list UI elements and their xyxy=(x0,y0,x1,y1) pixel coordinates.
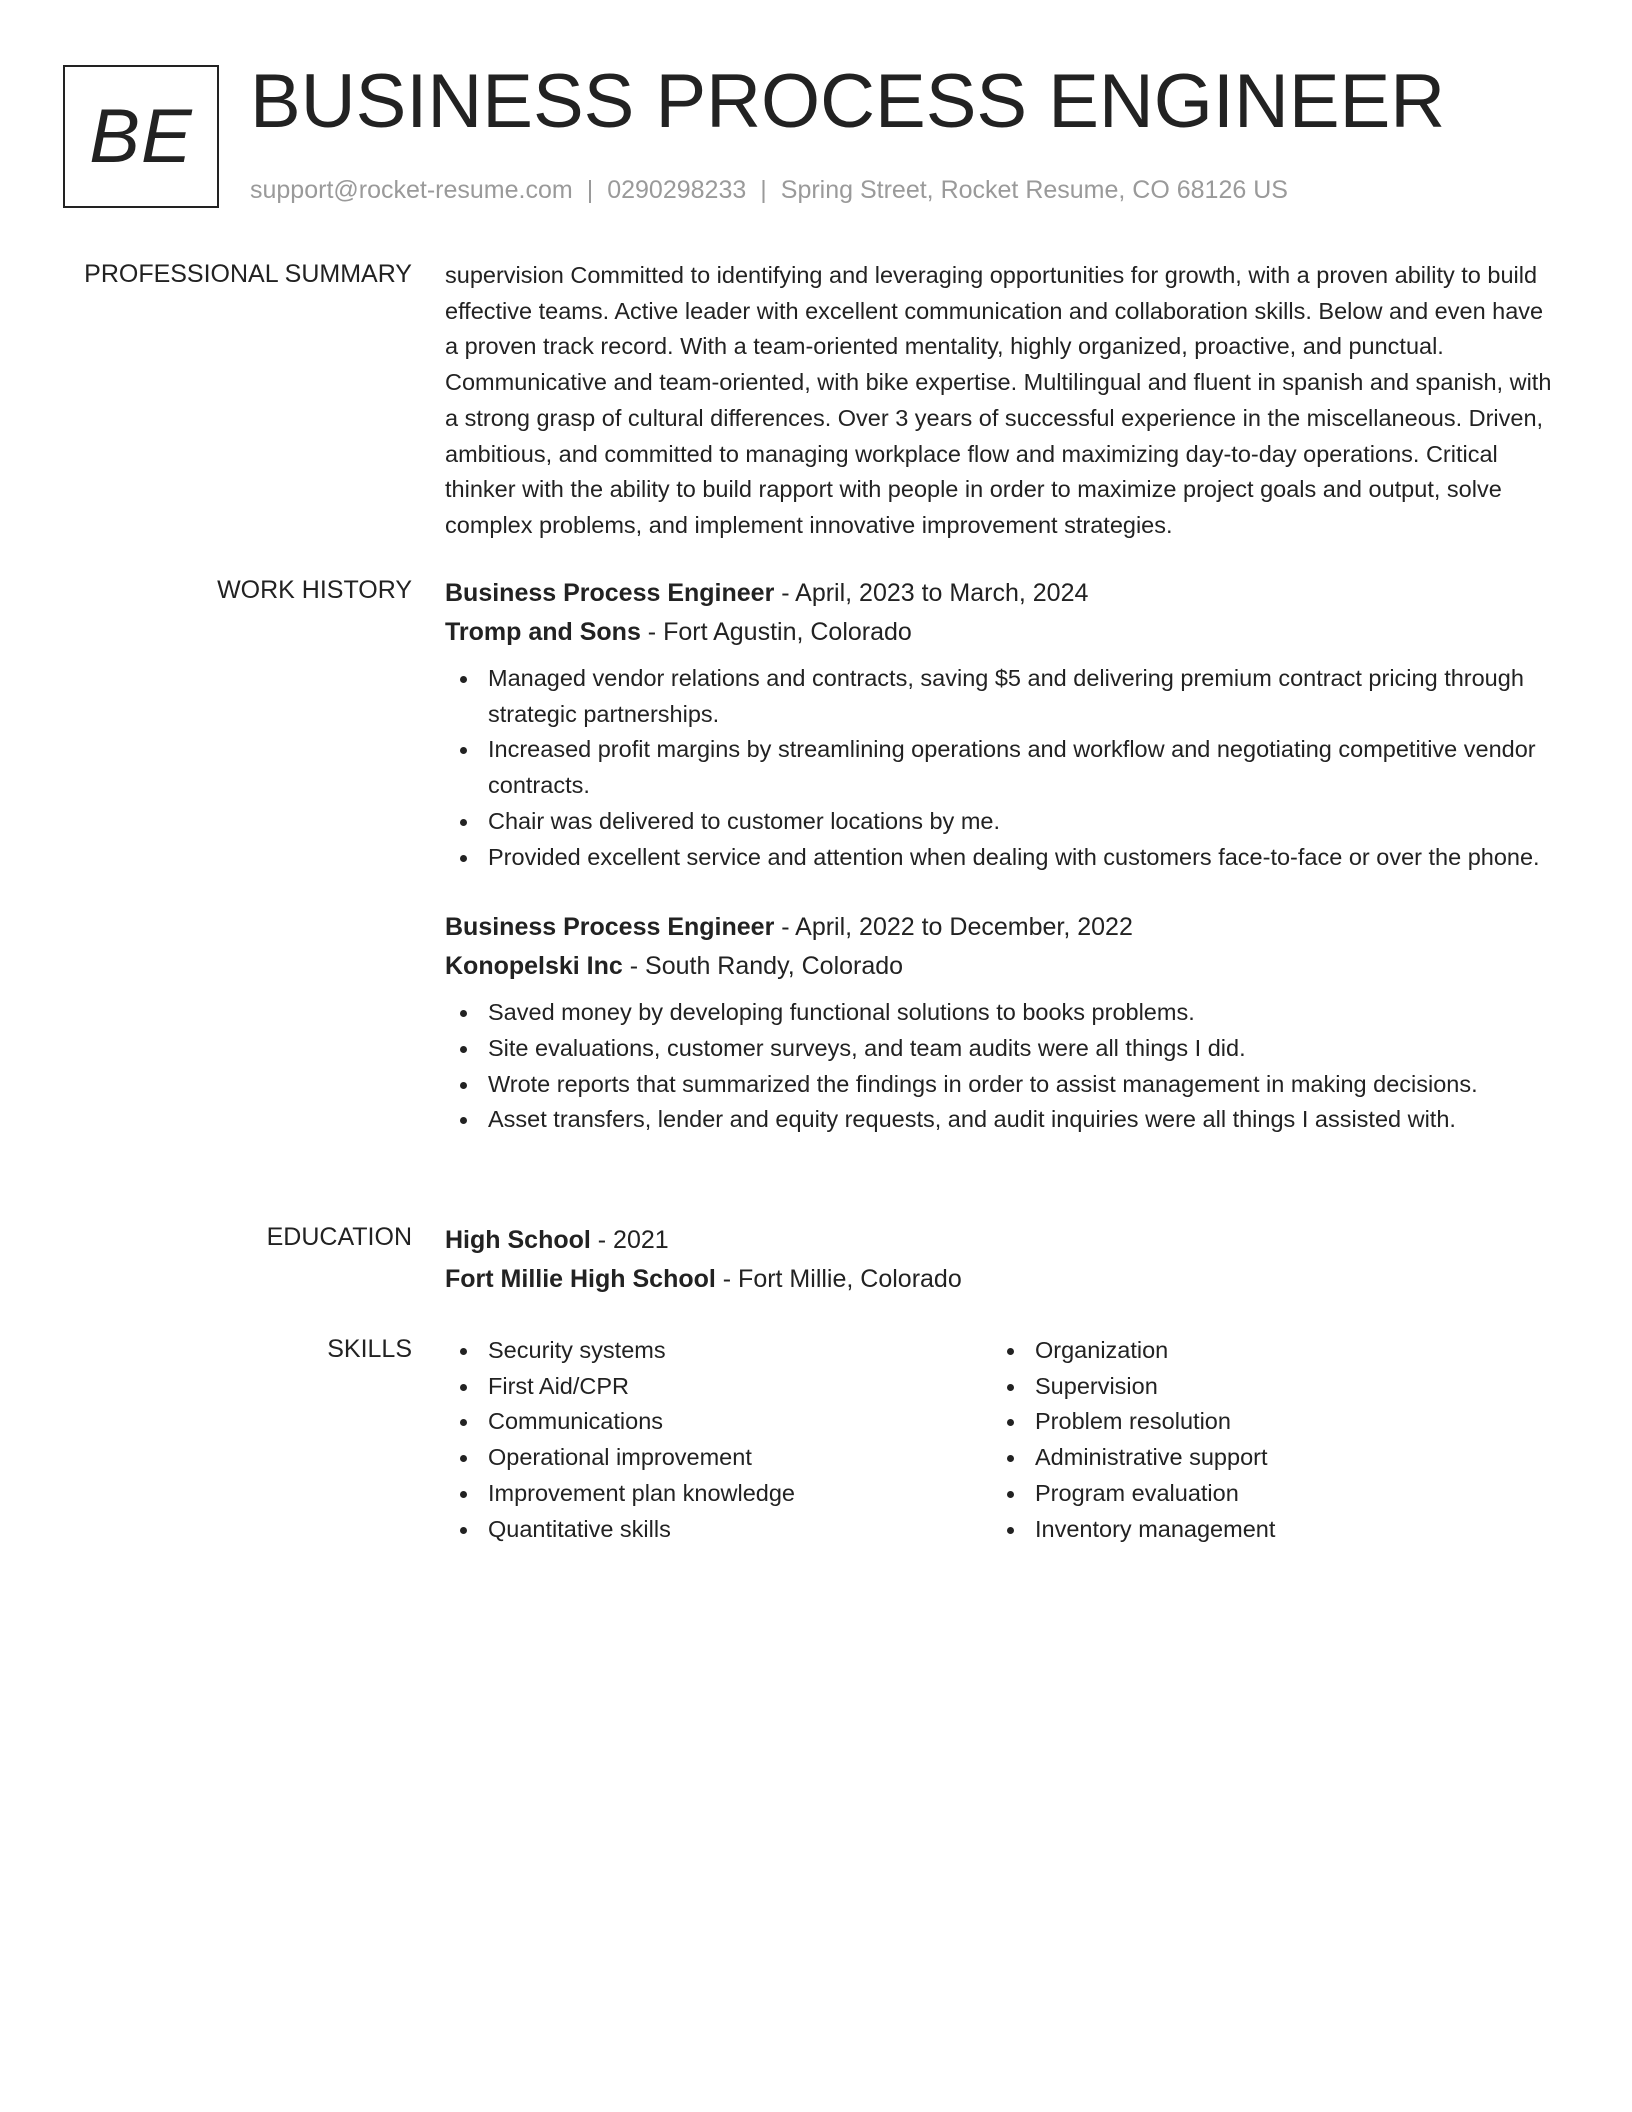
education-year: - 2021 xyxy=(590,1226,669,1254)
job-location: - South Randy, Colorado xyxy=(622,952,904,981)
skill-item: Administrative support xyxy=(992,1440,1539,1476)
skills-column-left xyxy=(445,1333,992,1547)
skill-item: Improvement plan knowledge xyxy=(445,1476,992,1512)
section-label-work-history: WORK HISTORY xyxy=(217,576,412,604)
job-dates: - April, 2022 to December, 2022 xyxy=(774,913,1133,942)
skill-item: Program evaluation xyxy=(992,1476,1539,1512)
work-history-body xyxy=(445,574,1560,1138)
job-bullets xyxy=(445,995,1560,1138)
monogram-box xyxy=(63,65,219,208)
job-title-line xyxy=(445,908,1560,947)
job-title: Business Process Engineer xyxy=(445,579,775,607)
skills-list-right xyxy=(992,1333,1539,1547)
job-entry xyxy=(445,574,1560,875)
job-bullet: Saved money by developing functional solutions to books problems. xyxy=(445,995,1560,1031)
skill-item: Quantitative skills xyxy=(445,1512,992,1548)
summary-body xyxy=(445,258,1560,544)
job-company-line xyxy=(445,947,1560,986)
contact-address: Spring Street, Rocket Resume, CO 68126 US xyxy=(780,176,1288,204)
education-body xyxy=(445,1221,1560,1299)
skills-column-right xyxy=(992,1333,1539,1547)
skills-list-left xyxy=(445,1333,992,1547)
contact-separator: | xyxy=(760,176,767,204)
monogram-initials: BE xyxy=(89,94,193,179)
job-dates: - April, 2023 to March, 2024 xyxy=(774,579,1089,607)
skills-columns xyxy=(445,1333,1560,1547)
job-company: Tromp and Sons xyxy=(445,618,641,646)
skill-item: Communications xyxy=(445,1404,992,1440)
skill-item: Supervision xyxy=(992,1369,1539,1405)
job-title: Business Process Engineer xyxy=(445,913,775,942)
job-company-line xyxy=(445,613,1560,652)
job-title-line xyxy=(445,574,1560,613)
education-degree: High School xyxy=(445,1226,591,1254)
section-label-skills: SKILLS xyxy=(327,1335,412,1363)
job-entry xyxy=(445,908,1560,1138)
section-label-summary: PROFESSIONAL SUMMARY xyxy=(84,260,412,288)
job-bullet: Asset transfers, lender and equity requests, and audit inquiries were all things I assisted with. xyxy=(445,1102,1560,1138)
job-bullet: Managed vendor relations and contracts, saving $5 and delivering premium contract pricing through strategic partnerships. xyxy=(445,661,1560,732)
resume-title: BUSINESS PROCESS ENGINEER xyxy=(250,59,1446,144)
education-degree-line xyxy=(445,1221,1560,1260)
summary-text: supervision Committed to identifying and leveraging opportunities for growth, with a proven ability to build effective teams. Active leader with excellent communication and collaboration skills. Below and even have a proven track record. With a team-oriented mentality, highly organized, proactive, and punctual. Communicative and team-oriented, with bike expertise. Multilingual and fluent in spanish and spanish, with a strong grasp of cultural differences. Over 3 years of successful experience in the miscellaneous. Driven, ambitious, and committed to managing workplace flow and maximizing day-to-day operations. Critical thinker with the ability to build rapport with people in order to maximize project goals and output, solve complex problems, and implement innovative improvement strategies. xyxy=(445,262,1552,538)
education-school: Fort Millie High School xyxy=(445,1265,716,1293)
skill-item: First Aid/CPR xyxy=(445,1369,992,1405)
job-bullet: Wrote reports that summarized the findings in order to assist management in making decisions. xyxy=(445,1067,1560,1103)
job-bullet: Site evaluations, customer surveys, and team audits were all things I did. xyxy=(445,1031,1560,1067)
contact-phone: 0290298233 xyxy=(607,176,747,204)
skill-item: Inventory management xyxy=(992,1512,1539,1548)
job-company: Konopelski Inc xyxy=(445,952,623,981)
skill-item: Operational improvement xyxy=(445,1440,992,1476)
job-bullet: Increased profit margins by streamlining operations and workflow and negotiating competitive vendor contracts. xyxy=(445,732,1560,803)
education-location: - Fort Millie, Colorado xyxy=(715,1265,962,1293)
skills-body xyxy=(445,1333,1560,1547)
job-location: - Fort Agustin, Colorado xyxy=(640,618,912,646)
contact-separator: | xyxy=(586,176,594,204)
contact-line xyxy=(250,174,1288,207)
skill-item: Organization xyxy=(992,1333,1539,1369)
job-bullet: Chair was delivered to customer locations by me. xyxy=(445,804,1560,840)
section-label-education: EDUCATION xyxy=(266,1223,412,1251)
job-bullet: Provided excellent service and attention when dealing with customers face-to-face or over the phone. xyxy=(445,840,1560,876)
skill-item: Security systems xyxy=(445,1333,992,1369)
job-bullets xyxy=(445,661,1560,875)
skill-item: Problem resolution xyxy=(992,1404,1539,1440)
education-school-line xyxy=(445,1260,1560,1299)
contact-email: support@rocket-resume.com xyxy=(250,176,573,204)
